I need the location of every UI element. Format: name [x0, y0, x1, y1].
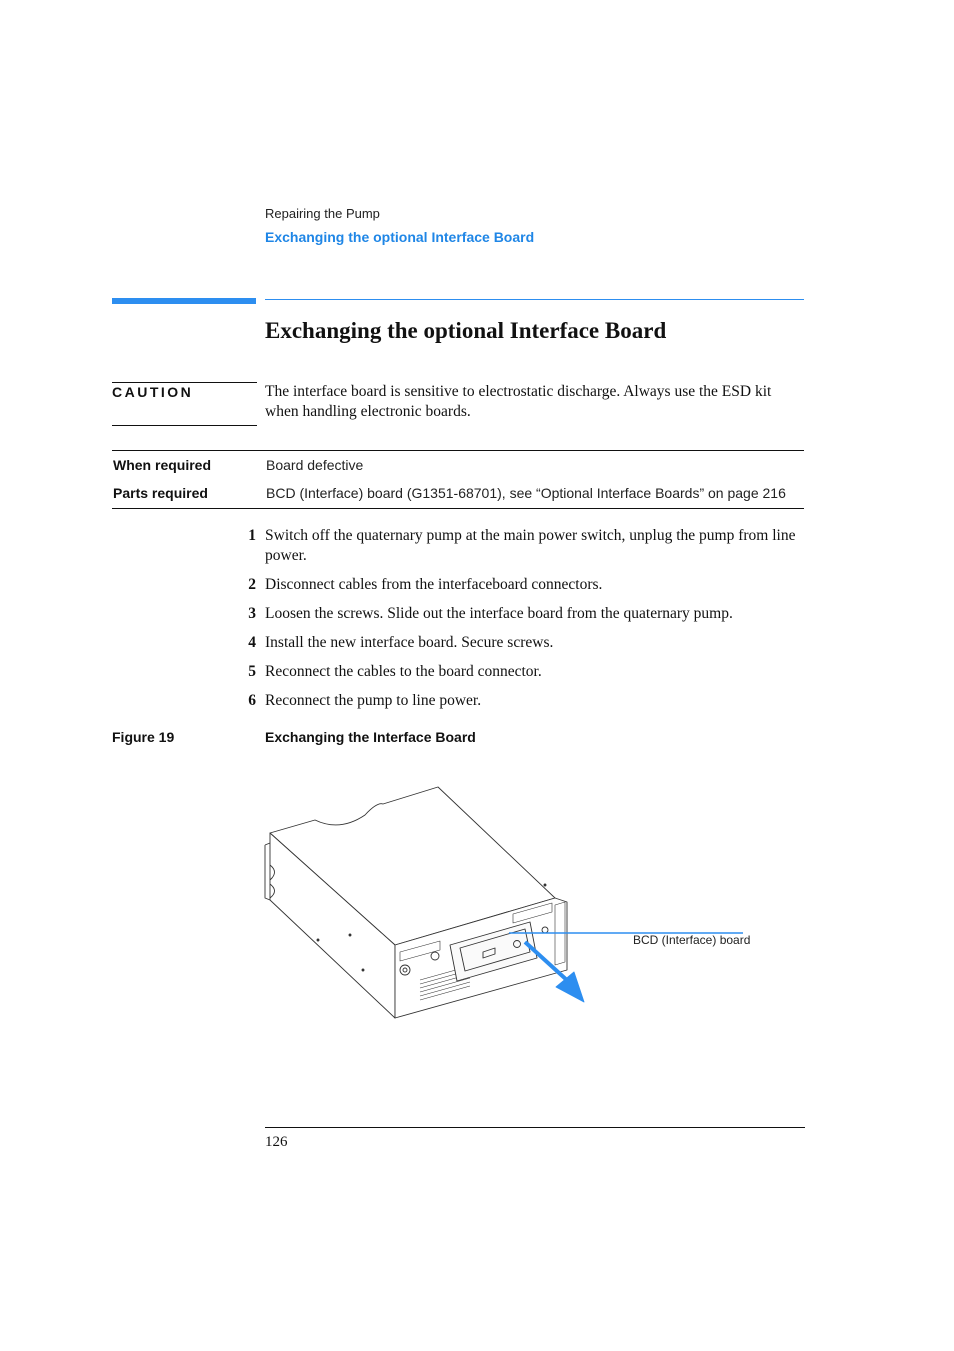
step-item [230, 633, 805, 653]
requirements-rule-bottom [112, 508, 804, 509]
parts-required-label: Parts required [113, 485, 208, 501]
step-number: 6 [248, 691, 256, 709]
parts-required-value: BCD (Interface) board (G1351-68701), see “Optional Interface Boards” on page 216 [266, 485, 786, 501]
footer-rule [265, 1127, 805, 1128]
step-text: Loosen the screws. Slide out the interface board from the quaternary pump. [265, 604, 733, 622]
procedure-steps [230, 526, 805, 720]
when-required-value: Board defective [266, 457, 364, 473]
step-item [230, 662, 805, 682]
running-header-title: Exchanging the optional Interface Board [265, 229, 535, 245]
requirements-rule-top [112, 450, 804, 451]
step-item [230, 575, 805, 595]
step-item [230, 691, 805, 711]
section-accent-bar [112, 298, 256, 304]
step-number: 2 [248, 575, 256, 593]
step-text: Install the new interface board. Secure screws. [265, 633, 554, 651]
step-text: Switch off the quaternary pump at the main power switch, unplug the pump from line power. [265, 527, 796, 564]
caution-text: The interface board is sensitive to electrostatic discharge. Always use the ESD kit when handling electronic boards. [265, 383, 772, 420]
figure-caption: Exchanging the Interface Board [265, 729, 476, 745]
step-text: Disconnect cables from the interfaceboard connectors. [265, 575, 603, 593]
caution-rule-top [112, 382, 257, 383]
figure-label: Figure 19 [112, 729, 175, 745]
step-number: 3 [248, 604, 256, 622]
figure-callout-label: BCD (Interface) board [633, 933, 751, 947]
pump-illustration [255, 780, 775, 1030]
step-text: Reconnect the cables to the board connector. [265, 662, 542, 680]
caution-label: CAUTION [112, 384, 194, 400]
when-required-label: When required [113, 457, 212, 473]
step-text: Reconnect the pump to line power. [265, 691, 482, 709]
step-item [230, 526, 805, 565]
step-item [230, 604, 805, 624]
section-rule [265, 299, 804, 300]
step-number: 1 [248, 527, 256, 544]
caution-rule-bottom [112, 425, 257, 426]
running-header-section: Repairing the Pump [265, 206, 380, 221]
page-number: 126 [265, 1134, 288, 1150]
step-number: 4 [248, 633, 256, 651]
page-title: Exchanging the optional Interface Board [265, 318, 667, 343]
step-number: 5 [248, 662, 256, 680]
